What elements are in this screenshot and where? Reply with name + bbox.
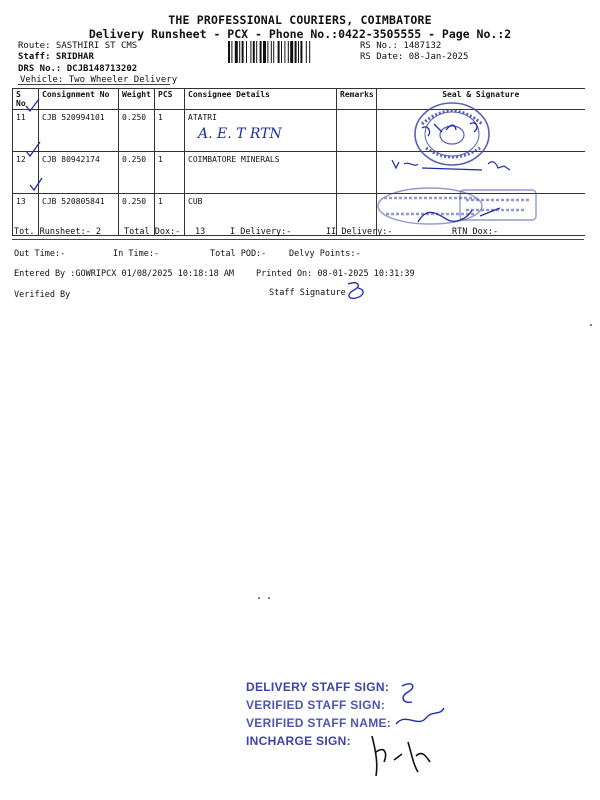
cell-consignee: CUB xyxy=(185,194,337,236)
staff-label: Staff: SRIDHAR xyxy=(18,52,94,62)
scan-speck xyxy=(590,324,592,326)
rs-date: RS Date: 08-Jan-2025 xyxy=(360,52,469,62)
signature-scribble xyxy=(396,708,444,724)
col-header-sno: S No xyxy=(13,89,39,110)
col-header-consignee: Consignee Details xyxy=(185,89,337,110)
cell-sno: 12 xyxy=(13,152,39,194)
delivery-staff-sign-label: DELIVERY STAFF SIGN: xyxy=(246,680,390,694)
drs-number: DRS No.: DCJB148713202 xyxy=(18,64,138,74)
tick-marks xyxy=(20,96,46,206)
vehicle-underline xyxy=(18,84,170,85)
i-delivery: I Delivery:- xyxy=(230,227,292,237)
total-dox-label: Total Dox:- xyxy=(124,227,181,237)
cell-pcs: 1 xyxy=(155,194,185,236)
cell-pcs: 1 xyxy=(155,110,185,152)
handwritten-signatures xyxy=(366,672,476,782)
check-mark-icon xyxy=(26,142,40,156)
oval-stamp-icon xyxy=(378,188,482,224)
signature-scribble xyxy=(402,684,413,702)
col-header-weight: Weight xyxy=(119,89,155,110)
ii-delivery: II Delivery:- xyxy=(326,227,393,237)
consignee-name: ATATRI xyxy=(188,113,217,122)
cell-sno: 11 xyxy=(13,110,39,152)
cell-pcs: 1 xyxy=(155,152,185,194)
staff-signature-label: Staff Signature xyxy=(269,288,346,298)
col-header-seal-signature: Seal & Signature xyxy=(377,89,585,110)
out-time: Out Time:- xyxy=(14,249,66,259)
barcode xyxy=(228,41,356,63)
cell-weight: 0.250 xyxy=(119,194,155,236)
signature-scribble xyxy=(422,123,477,136)
route-label: Route: SASTHIRI ST CMS xyxy=(18,41,138,51)
verified-by: Verified By xyxy=(14,290,71,300)
handwritten-note: A. E. T RTN xyxy=(198,126,282,142)
in-time: In Time:- xyxy=(113,249,160,259)
verified-staff-name-label: VERIFIED STAFF NAME: xyxy=(246,716,392,730)
cell-consignment: CJB 520805841 xyxy=(39,194,119,236)
cell-consignment: CJB 520994101 xyxy=(39,110,119,152)
scan-speck xyxy=(258,597,260,599)
runsheet-subtitle: Delivery Runsheet - PCX - Phone No.:0422-3505555 - Page No.:2 xyxy=(88,27,512,41)
cell-consignee: COIMBATORE MINERALS xyxy=(185,152,337,194)
staff-signature-mark xyxy=(344,280,370,302)
delvy-points: Delvy Points:- xyxy=(289,249,361,259)
printed-on: Printed On: 08-01-2025 10:31:39 xyxy=(256,269,415,279)
seal-stamps xyxy=(370,94,590,234)
incharge-sign-label: INCHARGE SIGN: xyxy=(246,734,351,748)
signature-scribble xyxy=(372,736,430,776)
verified-staff-sign-label: VERIFIED STAFF SIGN: xyxy=(246,698,386,712)
scan-speck xyxy=(268,597,270,599)
total-dox-value: 13 xyxy=(195,227,206,237)
col-header-consignment: Consignment No xyxy=(39,89,119,110)
rtn-dox: RTN Dox:- xyxy=(452,227,499,237)
cell-consignee xyxy=(185,110,337,152)
company-title: THE PROFESSIONAL COURIERS, COIMBATORE xyxy=(168,13,432,27)
cell-consignment: CJB 80942174 xyxy=(39,152,119,194)
totals-divider xyxy=(12,239,584,240)
check-mark-icon xyxy=(26,99,39,111)
total-pod: Total POD:- xyxy=(210,249,267,259)
tot-runsheet: Tot. Runsheet:- 2 xyxy=(14,227,101,237)
cell-sno: 13 xyxy=(13,194,39,236)
entered-by: Entered By :GOWRIPCX 01/08/2025 10:18:18 AM xyxy=(14,269,235,279)
col-header-pcs: PCS xyxy=(155,89,185,110)
check-mark-icon xyxy=(30,178,42,190)
round-seal-icon xyxy=(415,103,489,165)
col-header-remarks: Remarks xyxy=(337,89,377,110)
cell-weight: 0.250 xyxy=(119,152,155,194)
cell-weight: 0.250 xyxy=(119,110,155,152)
rs-number: RS No.: 1487132 xyxy=(360,41,442,51)
vehicle-label: Vehicle: Two Wheeler Delivery xyxy=(20,75,178,85)
